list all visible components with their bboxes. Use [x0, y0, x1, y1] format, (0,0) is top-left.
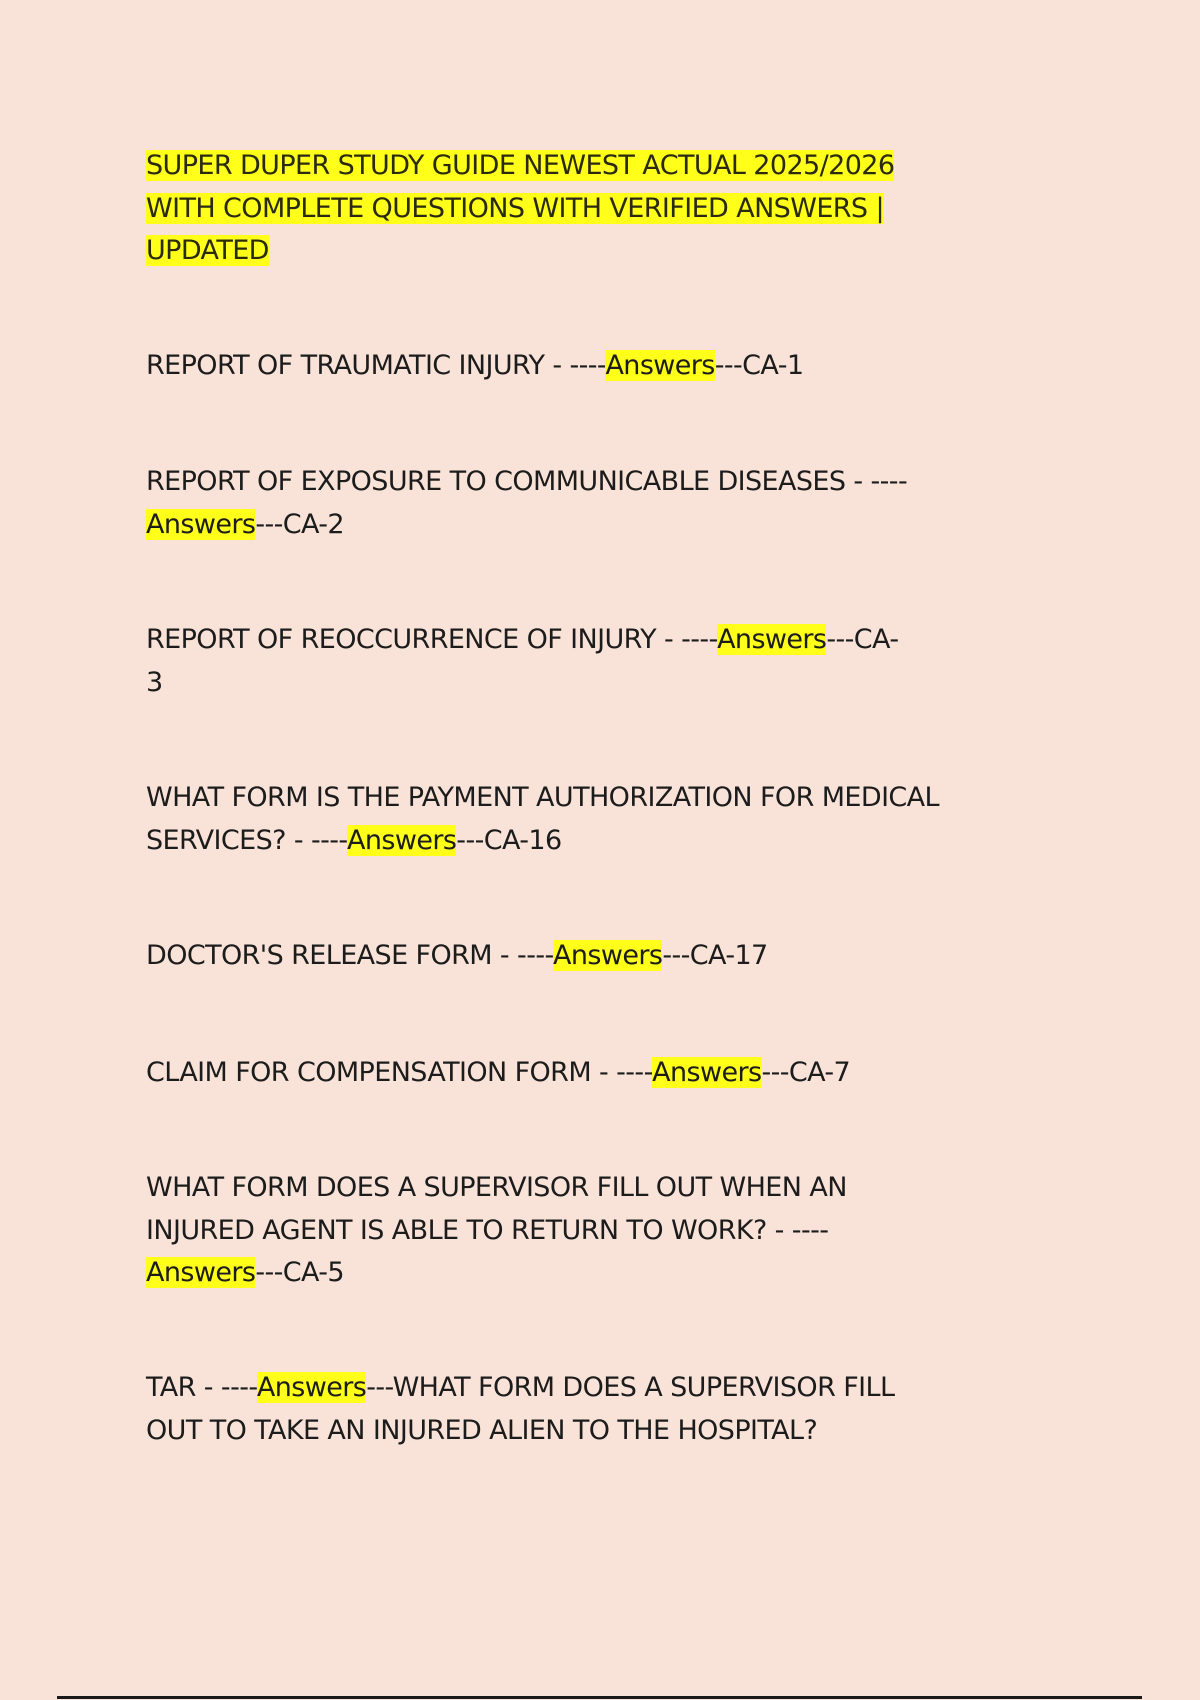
- question: REPORT OF TRAUMATIC INJURY - ----: [146, 350, 606, 381]
- answers-label: Answers: [346, 824, 457, 856]
- answer: ---CA-2: [255, 508, 344, 540]
- question: REPORT OF EXPOSURE TO COMMUNICABLE DISEASES - ----: [146, 466, 908, 497]
- page-bottom-rule: [57, 1696, 1142, 1699]
- qa-item-8: [146, 1367, 1106, 1452]
- answers-label: Answers: [652, 1057, 762, 1088]
- document-title: [146, 145, 1106, 273]
- question: WHAT FORM IS THE PAYMENT AUTHORIZATION FOR MEDICAL SERVICES? - ----: [146, 782, 939, 856]
- answers-label: Answers: [146, 1257, 256, 1288]
- qa-item-6: [146, 1052, 1106, 1095]
- answer: ---CA-1: [714, 350, 804, 381]
- answers-label: Answers: [605, 350, 715, 381]
- answer: ---CA-7: [761, 1057, 851, 1088]
- qa-item-3: [146, 619, 1106, 704]
- answer: ---CA- 3: [146, 624, 899, 698]
- qa-item-1: [146, 345, 1106, 388]
- question: TAR - ----: [146, 1372, 257, 1403]
- question: DOCTOR'S RELEASE FORM - ----: [146, 940, 554, 971]
- question: CLAIM FOR COMPENSATION FORM - ----: [146, 1057, 653, 1088]
- answers-label: Answers: [717, 624, 827, 655]
- answers-label: Answers: [256, 1372, 367, 1403]
- question: WHAT FORM DOES A SUPERVISOR FILL OUT WHEN AN INJURED AGENT IS ABLE TO RETURN TO WORK? - ----: [146, 1172, 847, 1246]
- answer: ---WHAT FORM DOES A SUPERVISOR FILL OUT TO TAKE AN INJURED ALIEN TO THE HOSPITAL?: [146, 1372, 895, 1446]
- question: REPORT OF REOCCURRENCE OF INJURY - ----: [146, 624, 718, 655]
- answers-label: Answers: [146, 508, 256, 540]
- answer: ---CA-17: [662, 940, 768, 971]
- qa-item-7: [146, 1167, 1106, 1295]
- qa-item-2: [146, 461, 1106, 546]
- qa-item-4: [146, 777, 1106, 862]
- title-highlight: SUPER DUPER STUDY GUIDE NEWEST ACTUAL 2025/2026 WITH COMPLETE QUESTIONS WITH VERIFIED ANSWERS | UPDATED: [146, 150, 895, 266]
- qa-item-5: [146, 935, 1106, 978]
- answer: ---CA-16: [456, 824, 562, 856]
- answer: ---CA-5: [255, 1257, 344, 1288]
- answers-label: Answers: [553, 940, 663, 971]
